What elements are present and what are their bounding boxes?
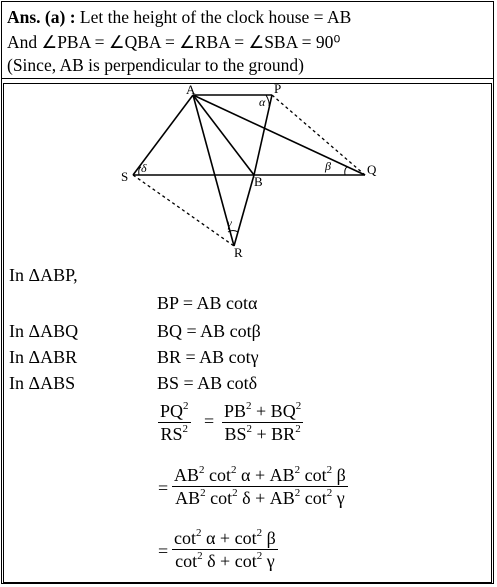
triangle-abr-label: In ΔABR bbox=[9, 347, 78, 367]
fraction-ab-cot-den: $AB^2$ $\cot^2 \delta + AB^2$ $\cot^2 \gamma$ bbox=[175, 487, 345, 508]
triangle-abs-label: In ΔABS bbox=[9, 373, 76, 393]
line-BR bbox=[234, 175, 254, 246]
fraction-pq-num: $PQ^2$ bbox=[160, 400, 189, 421]
line-PQ-dotted bbox=[272, 95, 365, 175]
label-A: A bbox=[186, 82, 196, 97]
equals-sign-1: = bbox=[204, 411, 215, 431]
line-AB bbox=[193, 95, 254, 175]
angle-beta: β bbox=[325, 159, 331, 173]
fraction-cot-den: $\cot^2 \delta + \cot^2 \gamma$ bbox=[175, 550, 275, 571]
header-line-3: (Since, AB is perpendicular to the ground) bbox=[7, 55, 304, 75]
angle-gamma: γ bbox=[227, 216, 232, 230]
equals-sign-3: = bbox=[158, 541, 169, 561]
fraction-bs-br-den: $BS^2 + BR^2$ bbox=[224, 423, 301, 444]
fraction-ab-cot bbox=[172, 464, 348, 509]
label-P: P bbox=[274, 81, 282, 96]
line-SR-dotted bbox=[133, 175, 234, 246]
fraction-pb-bq-num: $PB^2 + BQ^2$ bbox=[224, 400, 302, 421]
label-Q: Q bbox=[367, 162, 377, 177]
angle-delta: δ bbox=[141, 161, 147, 175]
arc-alpha bbox=[266, 95, 269, 106]
angle-alpha: α bbox=[259, 95, 266, 109]
fraction-cot-num: $\cot^2 \alpha + \cot^2 \beta$ bbox=[174, 527, 276, 548]
fraction-rs-den: $RS^2$ bbox=[160, 423, 189, 444]
equals-sign-2: = bbox=[158, 478, 169, 498]
fraction-pq-rs bbox=[158, 400, 191, 445]
header-text-1: Let the height of the clock house = AB bbox=[79, 7, 352, 27]
fraction-ab-cot-num: $AB^2$ $\cot^2 \alpha + AB^2$ $\cot^2 \beta$ bbox=[174, 464, 346, 485]
bs-equation: BS = AB cotδ bbox=[157, 373, 258, 393]
line-AQ bbox=[193, 95, 365, 175]
fraction-pb-bq bbox=[222, 400, 303, 445]
triangle-abq-label: In ΔABQ bbox=[9, 321, 79, 341]
label-B: B bbox=[254, 174, 263, 189]
br-equation: BR = AB cotγ bbox=[157, 347, 259, 367]
arc-gamma bbox=[228, 231, 238, 233]
label-R: R bbox=[234, 245, 243, 260]
fraction-cot bbox=[172, 527, 278, 572]
answer-label: Ans. (a) : bbox=[7, 7, 76, 27]
bp-equation: BP = AB cotα bbox=[157, 293, 258, 313]
label-S: S bbox=[121, 169, 129, 184]
triangle-abp-label: In ΔABP, bbox=[9, 265, 78, 285]
bq-equation: BQ = AB cotβ bbox=[157, 321, 261, 341]
header-line-2: And ∠PBA = ∠QBA = ∠RBA = ∠SBA = 90⁰ bbox=[7, 32, 341, 52]
arc-beta bbox=[345, 167, 347, 175]
